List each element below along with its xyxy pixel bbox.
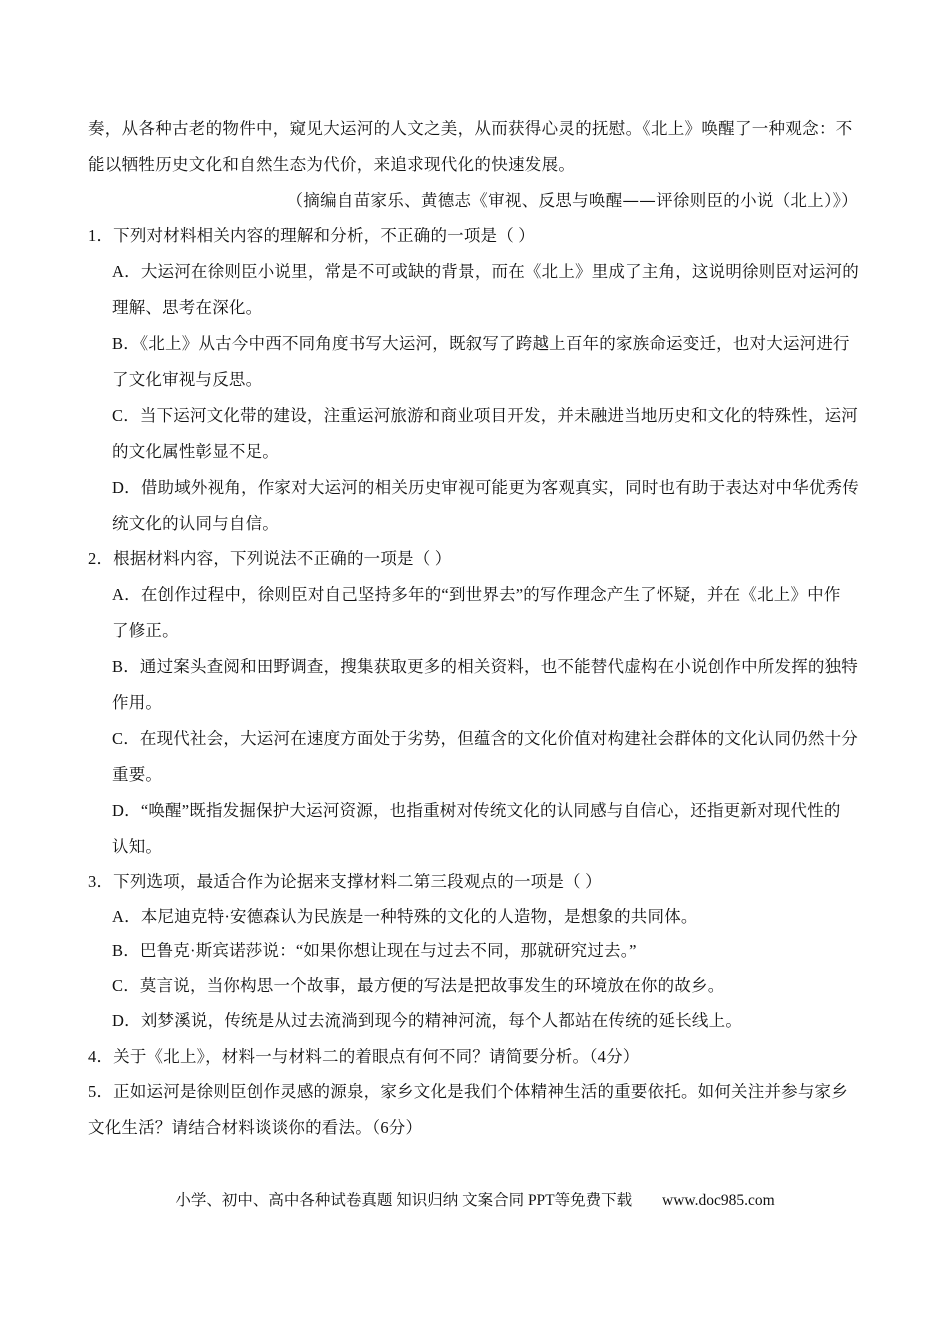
question-3-option-a: A．本尼迪克特·安德森认为民族是一种特殊的文化的人造物，是想象的共同体。 [112,907,698,926]
question-2-option-c-cont: 重要。 [112,765,163,784]
question-3-option-c: C．莫言说，当你构思一个故事，最方便的写法是把故事发生的环境放在你的故乡。 [112,976,725,995]
question-1-option-d: D．借助域外视角，作家对大运河的相关历史审视可能更为客观真实，同时也有助于表达对中华优秀传 [112,478,859,497]
page-footer [0,1190,950,1212]
question-1-option-b: B．《北上》从古今中西不同角度书写大运河，既叙写了跨越上百年的家族命运变迁，也对大运河进行 [112,334,850,353]
question-2-option-d: D．“唤醒”既指发掘保护大运河资源，也指重树对传统文化的认同感与自信心，还指更新对现代性的 [112,801,841,820]
question-1-stem: 1．下列对材料相关内容的理解和分析，不正确的一项是（ ） [88,226,535,245]
question-2-option-a: A．在创作过程中，徐则臣对自己坚持多年的“到世界去”的写作理念产生了怀疑，并在《北上》中作 [112,585,841,604]
question-1-option-a: A．大运河在徐则臣小说里，常是不可或缺的背景，而在《北上》里成了主角，这说明徐则臣对运河的 [112,262,859,281]
question-4-stem: 4．关于《北上》，材料一与材料二的着眼点有何不同？请简要分析。（4分） [88,1047,640,1066]
question-3-option-b: B．巴鲁克·斯宾诺莎说：“如果你想让现在与过去不同，那就研究过去。” [112,941,637,960]
question-3-stem: 3．下列选项，最适合作为论据来支撑材料二第三段观点的一项是（ ） [88,872,602,891]
question-1-option-c: C．当下运河文化带的建设，注重运河旅游和商业项目开发，并未融进当地历史和文化的特殊性，运河 [112,406,859,425]
question-3-option-d: D．刘梦溪说，传统是从过去流淌到现今的精神河流，每个人都站在传统的延长线上。 [112,1011,743,1030]
question-2-option-b: B．通过案头查阅和田野调查，搜集获取更多的相关资料，也不能替代虚构在小说创作中所发挥的独特 [112,657,859,676]
passage-line: 奏，从各种古老的物件中，窥见大运河的人文之美，从而获得心灵的抚慰。《北上》唤醒了一种观念：不 [88,119,853,138]
passage-source: （摘编自苗家乐、黄德志《审视、反思与唤醒——评徐则臣的小说（北上）》） [286,191,858,210]
question-2-option-d-cont: 认知。 [112,837,163,856]
question-1-option-d-cont: 统文化的认同与自信。 [112,514,279,533]
question-2-option-c: C．在现代社会，大运河在速度方面处于劣势，但蕴含的文化价值对构建社会群体的文化认同仍然十分 [112,729,859,748]
question-1-option-b-cont: 了文化审视与反思。 [112,370,263,389]
question-5-stem: 5．正如运河是徐则臣创作灵感的源泉，家乡文化是我们个体精神生活的重要依托。如何关注并参与家乡 [88,1082,848,1101]
question-2-option-b-cont: 作用。 [112,693,163,712]
question-1-option-c-cont: 的文化属性彰显不足。 [112,442,279,461]
question-2-stem: 2．根据材料内容，下列说法不正确的一项是（ ） [88,549,452,568]
footer-url[interactable]: www.doc985.com [662,1192,775,1209]
footer-text: 小学、初中、高中各种试卷真题 知识归纳 文案合同 PPT等免费下载 [175,1192,633,1209]
question-5-stem-cont: 文化生活？请结合材料谈谈你的看法。（6分） [88,1118,423,1137]
question-1-option-a-cont: 理解、思考在深化。 [112,298,263,317]
question-2-option-a-cont: 了修正。 [112,621,179,640]
passage-line: 能以牺牲历史文化和自然生态为代价，来追求现代化的快速发展。 [88,155,576,174]
